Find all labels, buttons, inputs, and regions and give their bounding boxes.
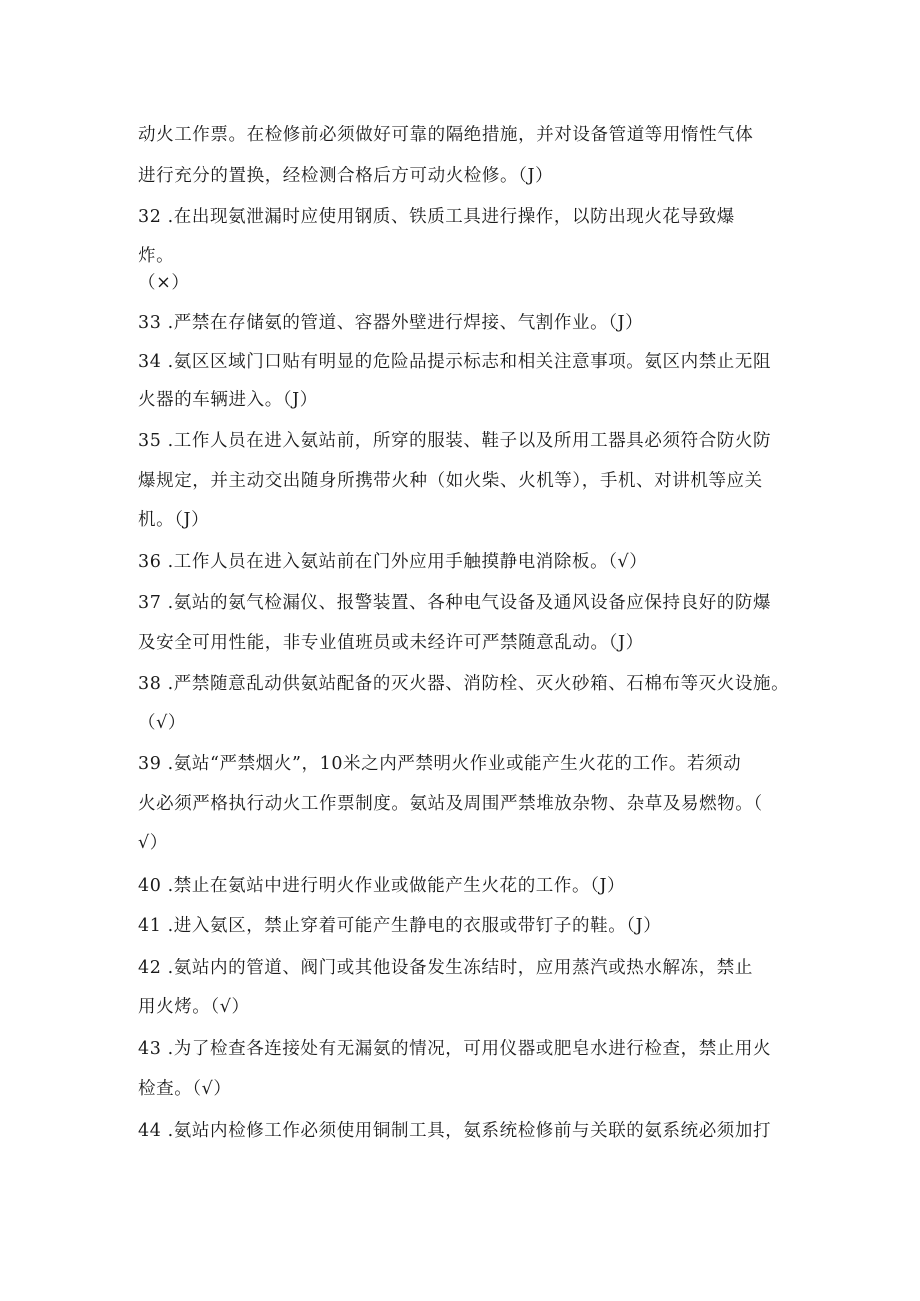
text-line: 爆规定，并主动交出随身所携带火种（如火柴、火机等），手机、对讲机等应关 — [138, 471, 763, 491]
question-35: 35 .工作人员在进入氨站前，所穿的服装、鞋子以及所用工器具必须符合防火防 — [138, 431, 772, 451]
question-36: 36 .工作人员在进入氨站前在门外应用手触摸静电消除板。（√） — [138, 552, 648, 572]
answer-mark: （√） — [138, 713, 186, 733]
question-42: 42 .氨站内的管道、阀门或其他设备发生冻结时，应用蒸汽或热水解冻，禁止 — [138, 958, 753, 978]
text-line: 机。（J） — [138, 510, 210, 530]
question-39: 39 .氨站“严禁烟火”，10米之内严禁明火作业或能产生火花的工作。若须动 — [138, 754, 742, 774]
text-line: 火必须严格执行动火工作票制度。氨站及周围严禁堆放杂物、杂草及易燃物。（ — [138, 794, 763, 814]
text-line: 用火烤。（√） — [138, 997, 250, 1017]
text-line: 动火工作票。在检修前必须做好可靠的隔绝措施，并对设备管道等用惰性气体 — [138, 125, 754, 145]
question-33: 33 .严禁在存储氨的管道、容器外壁进行焊接、气割作业。（J） — [138, 313, 644, 333]
question-38: 38 .严禁随意乱动供氨站配备的灭火器、消防栓、灭火砂箱、石棉布等灭火设施。 — [138, 674, 790, 694]
text-line: 检查。（√） — [138, 1079, 232, 1099]
question-34: 34 .氨区区域门口贴有明显的危险品提示标志和相关注意事项。氨区内禁止无阻 — [138, 352, 772, 372]
question-37: 37 .氨站的氨气检漏仪、报警装置、各种电气设备及通风设备应保持良好的防爆 — [138, 593, 772, 613]
text-line: 火器的车辆进入。（J） — [138, 390, 318, 410]
answer-mark: √） — [138, 833, 168, 853]
question-41: 41 .进入氨区，禁止穿着可能产生静电的衣服或带钉子的鞋。（J） — [138, 916, 662, 936]
question-43: 43 .为了检查各连接处有无漏氨的情况，可用仪器或肥皂水进行检查，禁止用火 — [138, 1039, 772, 1059]
question-44: 44 .氨站内检修工作必须使用铜制工具，氨系统检修前与关联的氨系统必须加打 — [138, 1121, 772, 1141]
text-line: 炸。 — [138, 246, 175, 266]
question-32: 32 .在出现氨泄漏时应使用钢质、铁质工具进行操作，以防出现火花导致爆 — [138, 207, 735, 227]
question-40: 40 .禁止在氨站中进行明火作业或做能产生火花的工作。（J） — [138, 876, 626, 896]
text-line: 及安全可用性能，非专业值班员或未经许可严禁随意乱动。（J） — [138, 633, 644, 653]
answer-mark: （×） — [138, 273, 190, 293]
text-line: 进行充分的置换，经检测合格后方可动火检修。（J） — [138, 166, 554, 186]
